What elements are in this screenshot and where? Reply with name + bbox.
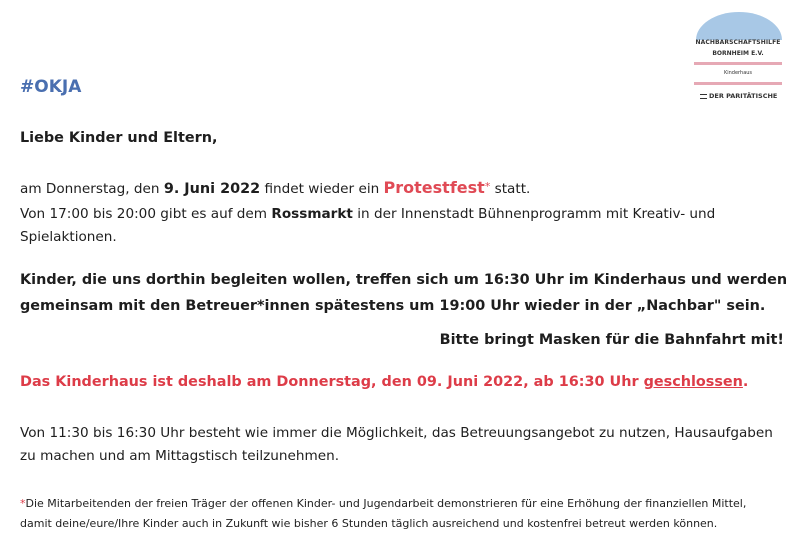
- logo-org-line1: NACHBARSCHAFTSHILFE: [695, 39, 781, 46]
- footnote: [20, 494, 790, 534]
- partner-logo: [700, 92, 777, 100]
- meeting-info-line2: gemeinsam mit den Betreuer*innen spätestens um 19:00 Uhr wieder in der „Nachbar" sein.: [20, 298, 766, 314]
- closure-notice: [20, 374, 748, 390]
- masks-reminder: Bitte bringt Masken für die Bahnfahrt mit!: [439, 332, 784, 348]
- text: am Donnerstag, den: [20, 181, 164, 197]
- text: in der Innenstadt Bühnenprogramm mit Kreativ- und: [352, 206, 716, 222]
- text: Das Kinderhaus ist deshalb am Donnerstag, den 09. Juni 2022, ab 16:30 Uhr: [20, 374, 644, 390]
- program-line1: [20, 206, 715, 222]
- text: statt.: [490, 181, 531, 197]
- closed-word: geschlossen: [643, 374, 743, 390]
- location: Rossmarkt: [271, 206, 353, 222]
- event-name: Protestfest: [383, 178, 485, 197]
- footnote-marker: *: [484, 180, 491, 193]
- footnote-line1: [20, 494, 790, 514]
- regular-hours-line1: Von 11:30 bis 16:30 Uhr besteht wie immer die Möglichkeit, das Betreuungsangebot zu nutzen, Hausaufgaben: [20, 425, 773, 441]
- logo-divider: [694, 62, 782, 65]
- partner-name: DER PARITÄTISCHE: [709, 92, 778, 100]
- greeting: Liebe Kinder und Eltern,: [20, 130, 218, 146]
- paritaetische-icon: [700, 94, 707, 99]
- text: Die Mitarbeitenden der freien Träger der offenen Kinder- und Jugendarbeit demonstrieren für eine Erhöhung der finanziellen Mittel,: [25, 497, 747, 510]
- regular-hours-line2: zu machen und am Mittagstisch teilzunehmen.: [20, 448, 340, 464]
- organization-logo: [688, 12, 788, 118]
- event-announcement: [20, 178, 530, 197]
- footnote-line2: damit deine/eure/Ihre Kinder auch in Zukunft wie bisher 6 Stunden täglich ausreichend und kostenfrei betreut werden können.: [20, 517, 718, 530]
- event-date: 9. Juni 2022: [163, 181, 261, 197]
- text: Von 17:00 bis 20:00 gibt es auf dem: [20, 206, 272, 222]
- logo-unit: Kinderhaus: [723, 70, 753, 76]
- hashtag-heading: #OKJA: [20, 77, 82, 97]
- logo-org-line2: BORNHEIM E.V.: [712, 50, 764, 57]
- program-line2: Spielaktionen.: [20, 229, 117, 245]
- text: findet wieder ein: [260, 181, 384, 197]
- text: .: [742, 374, 749, 390]
- footnote-star: *: [20, 497, 26, 510]
- logo-arc: [696, 12, 782, 40]
- logo-divider: [694, 82, 782, 85]
- meeting-info-line1: Kinder, die uns dorthin begleiten wollen, treffen sich um 16:30 Uhr im Kinderhaus und werden: [20, 272, 788, 288]
